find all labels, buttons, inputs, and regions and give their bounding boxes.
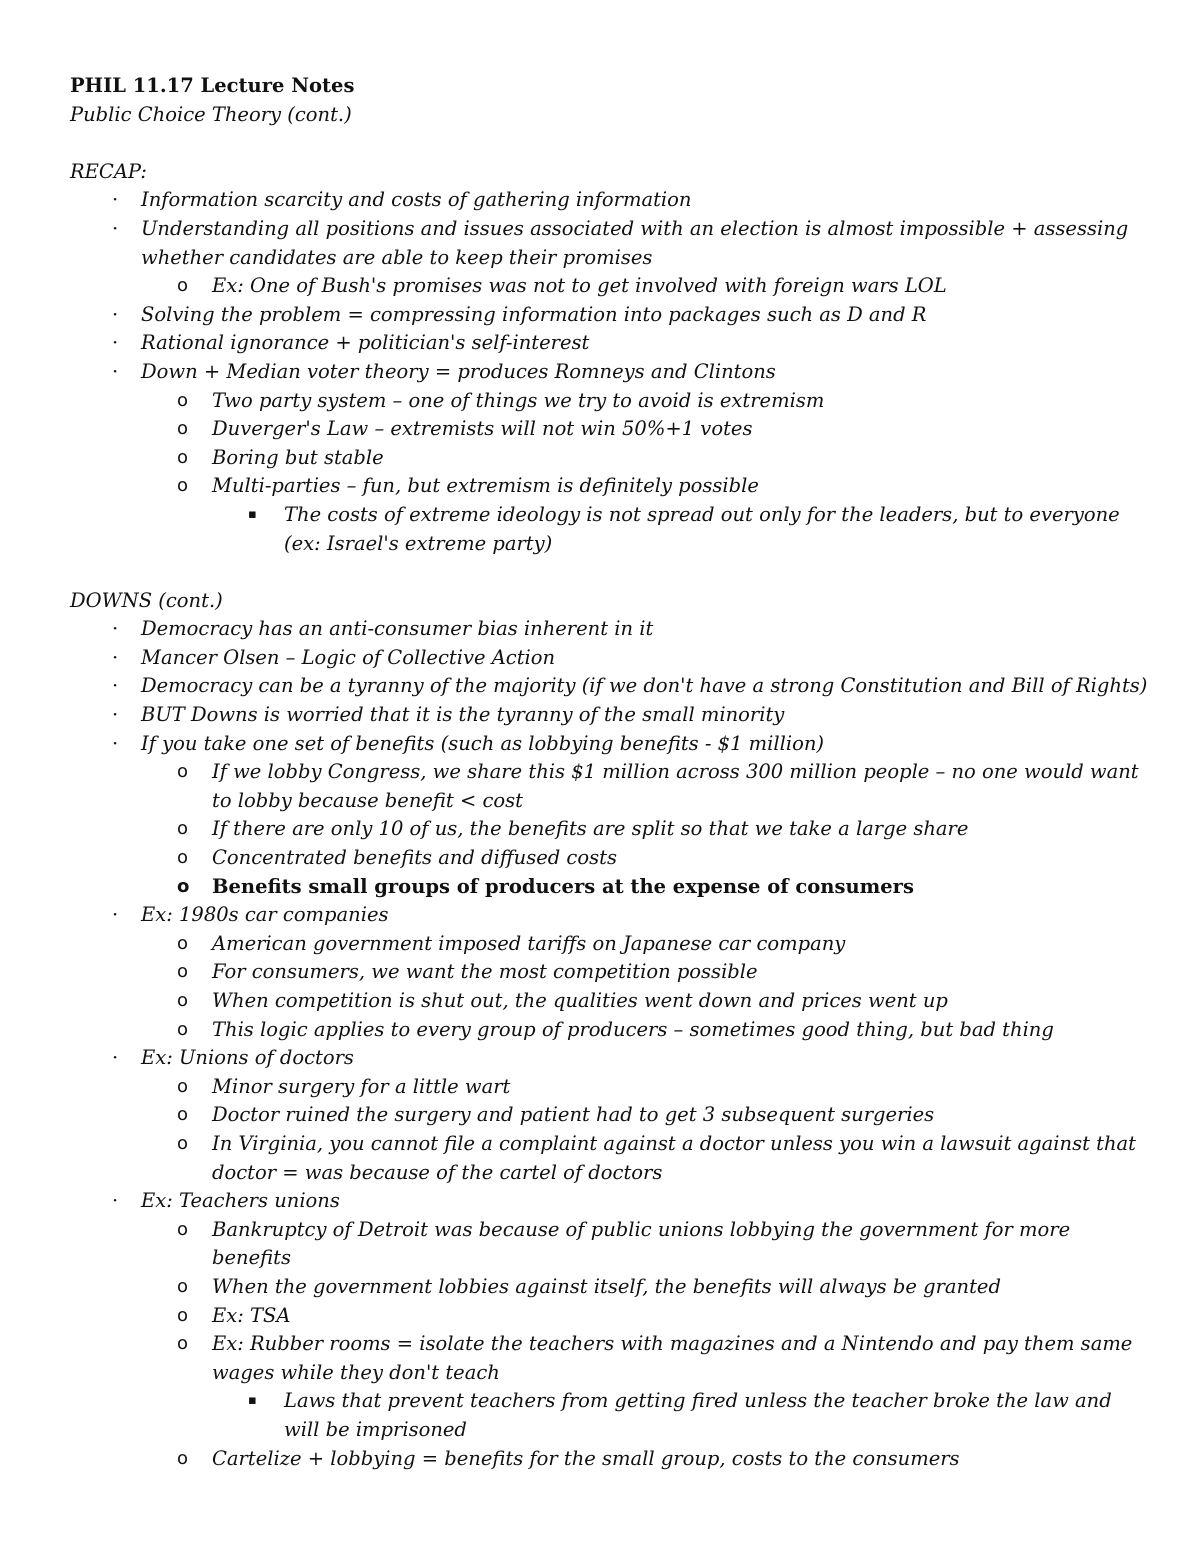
list-item-text: Democracy can be a tyranny of the majority (if we don't have a strong Constitution and Bill of Rights)	[141, 674, 1148, 698]
list-item-text: Ex: 1980s car companies	[141, 903, 389, 927]
bullet-dot-icon: ·	[112, 331, 119, 355]
bullet-circle-icon: o	[177, 1304, 189, 1326]
sub-list	[212, 1387, 1150, 1444]
list-item-text: The costs of extreme ideology is not spread out only for the leaders, but to everyone (ex: Israel's extreme party)	[284, 502, 1120, 555]
bullet-circle-icon: o	[177, 961, 189, 983]
list-item-text: Benefits small groups of producers at the expense of consumers	[212, 874, 914, 898]
list-item-text: In Virginia, you cannot file a complaint against a doctor unless you win a lawsuit against that doctor = was because of the cartel of doctors	[212, 1131, 1136, 1184]
list-item-text: Doctor ruined the surgery and patient had to get 3 subsequent surgeries	[212, 1103, 935, 1127]
bullet-circle-icon: o	[177, 761, 189, 783]
bullet-dot-icon: ·	[112, 903, 119, 927]
list-item-text: Bankruptcy of Detroit was because of public unions lobbying the government for more benefits	[212, 1217, 1071, 1270]
list-item	[70, 701, 1150, 730]
bullet-dot-icon: ·	[112, 674, 119, 698]
list-item-text: BUT Downs is worried that it is the tyranny of the small minority	[141, 703, 785, 727]
list-item	[141, 1016, 1150, 1045]
sub-list	[141, 930, 1150, 1044]
list-item	[70, 1044, 1150, 1187]
list-item	[141, 1073, 1150, 1102]
list-item-text: Laws that prevent teachers from getting fired unless the teacher broke the law and will be imprisoned	[284, 1389, 1112, 1441]
bullet-circle-icon: o	[177, 1333, 189, 1355]
section-heading: RECAP:	[70, 159, 147, 183]
list-item	[141, 387, 1150, 416]
list-item-text: Ex: Rubber rooms = isolate the teachers with magazines and a Nintendo and pay them same wages while they don't teach	[212, 1332, 1133, 1384]
list-item	[70, 329, 1150, 358]
page-subtitle: Public Choice Theory (cont.)	[70, 102, 352, 126]
list-item	[70, 1187, 1150, 1473]
list-item-text: Ex: One of Bush's promises was not to get involved with foreign wars LOL	[212, 274, 947, 298]
list-item-text: Solving the problem = compressing information into packages such as D and R	[141, 302, 927, 326]
list-item	[141, 1302, 1150, 1331]
list-item	[141, 444, 1150, 473]
list-item-text: Information scarcity and costs of gathering information	[141, 188, 692, 212]
spacer	[70, 129, 1150, 158]
list-item	[141, 1330, 1150, 1444]
section-heading: DOWNS (cont.)	[70, 588, 223, 612]
list-item	[212, 1387, 1150, 1444]
sub-list	[141, 272, 1150, 301]
list-item	[141, 1130, 1150, 1187]
list-item	[70, 215, 1150, 301]
bullet-list	[70, 186, 1150, 558]
bullet-circle-icon: o	[177, 475, 189, 497]
list-item	[70, 644, 1150, 673]
bullet-square-icon: ▪	[248, 506, 257, 522]
bullet-circle-icon: o	[177, 818, 189, 840]
list-item-text: If you take one set of benefits (such as lobbying benefits - $1 million)	[141, 731, 825, 755]
sub-list	[141, 387, 1150, 559]
list-item	[141, 415, 1150, 444]
bullet-circle-icon: o	[177, 1132, 189, 1154]
list-item-text: Duverger's Law – extremists will not win 50%+1 votes	[212, 417, 753, 441]
spacer	[70, 558, 1150, 587]
list-item-text: Ex: Unions of doctors	[141, 1046, 354, 1070]
list-item-text: Rational ignorance + politician's self-interest	[141, 331, 590, 355]
list-item	[141, 815, 1150, 844]
list-item-text: Democracy has an anti-consumer bias inherent in it	[141, 617, 654, 641]
list-item-text: When competition is shut out, the qualities went down and prices went up	[212, 989, 948, 1012]
document-page	[70, 72, 1150, 1473]
list-item	[141, 873, 1150, 902]
list-item	[141, 987, 1150, 1016]
bullet-circle-icon: o	[177, 446, 189, 468]
list-item	[141, 930, 1150, 959]
list-item-text: If there are only 10 of us, the benefits are split so that we take a large share	[212, 817, 969, 841]
bullet-circle-icon: o	[177, 990, 189, 1011]
bullet-dot-icon: ·	[112, 1189, 119, 1213]
list-item	[70, 358, 1150, 558]
sub-list	[141, 1216, 1150, 1473]
list-item-text: Multi-parties – fun, but extremism is definitely possible	[212, 474, 759, 498]
list-item	[141, 844, 1150, 873]
list-item-text: Mancer Olsen – Logic of Collective Action	[141, 645, 556, 669]
page-title: PHIL 11.17 Lecture Notes	[70, 74, 355, 97]
bullet-circle-icon: o	[177, 1075, 189, 1097]
list-item	[141, 958, 1150, 987]
list-item-text: For consumers, we want the most competition possible	[212, 960, 758, 984]
list-item-text: American government imposed tariffs on Japanese car company	[212, 931, 846, 955]
bullet-dot-icon: ·	[112, 1046, 119, 1070]
list-item	[70, 615, 1150, 644]
sub-list	[141, 758, 1150, 901]
list-item	[141, 1273, 1150, 1302]
list-item-text: Down + Median voter theory = produces Romneys and Clintons	[141, 359, 776, 383]
list-item-text: Boring but stable	[212, 445, 384, 469]
list-item-text: Ex: Teachers unions	[141, 1189, 340, 1213]
bullet-square-icon: ▪	[248, 1393, 257, 1409]
sub-list	[141, 1073, 1150, 1187]
list-item	[212, 501, 1150, 558]
list-item-text: Concentrated benefits and diffused costs	[212, 846, 617, 870]
list-item	[70, 730, 1150, 902]
bullet-circle-icon: o	[177, 847, 189, 869]
list-item-text: Minor surgery for a little wart	[212, 1074, 511, 1098]
bullet-circle-icon: o	[177, 389, 189, 411]
section-recap	[70, 158, 1150, 558]
section-downs	[70, 587, 1150, 1473]
list-item	[70, 301, 1150, 330]
list-item	[70, 672, 1150, 701]
bullet-circle-icon: o	[177, 1104, 189, 1126]
bullet-dot-icon: ·	[112, 645, 119, 669]
bullet-dot-icon: ·	[112, 359, 119, 383]
bullet-dot-icon: ·	[112, 731, 119, 755]
bullet-dot-icon: ·	[112, 703, 119, 727]
list-item	[141, 1101, 1150, 1130]
list-item-text: Understanding all positions and issues associated with an election is almost impossible + assessing whether candidates are able to keep their promises	[141, 216, 1129, 269]
bullet-circle-icon: o	[177, 1018, 189, 1040]
list-item	[141, 758, 1150, 815]
list-item	[141, 1445, 1150, 1474]
bullet-dot-icon: ·	[112, 188, 119, 212]
bullet-circle-icon: o	[177, 1447, 189, 1469]
list-item-text: If we lobby Congress, we share this $1 million across 300 million people – no one would want to lobby because benefit < cost	[212, 760, 1139, 812]
bullet-circle-icon: o	[177, 418, 189, 440]
bullet-dot-icon: ·	[112, 216, 119, 240]
list-item-text: This logic applies to every group of producers – sometimes good thing, but bad thing	[212, 1017, 1054, 1041]
bullet-circle-icon: o	[177, 1275, 189, 1297]
list-item	[70, 901, 1150, 1044]
sub-list	[212, 501, 1150, 558]
bullet-dot-icon: ·	[112, 617, 119, 641]
list-item	[70, 186, 1150, 215]
list-item-text: Cartelize + lobbying = benefits for the small group, costs to the consumers	[212, 1446, 960, 1470]
list-item-text: When the government lobbies against itself, the benefits will always be granted	[212, 1274, 1001, 1298]
list-item	[141, 1216, 1150, 1273]
list-item-text: Ex: TSA	[212, 1303, 291, 1327]
bullet-circle-icon: o	[177, 1218, 189, 1240]
bullet-list	[70, 615, 1150, 1473]
bullet-circle-icon: o	[177, 932, 189, 954]
list-item-text: Two party system – one of things we try to avoid is extremism	[212, 388, 825, 412]
bullet-circle-icon: o	[177, 875, 190, 897]
bullet-circle-icon: o	[177, 275, 189, 297]
list-item	[141, 272, 1150, 301]
bullet-dot-icon: ·	[112, 302, 119, 326]
list-item	[141, 472, 1150, 558]
